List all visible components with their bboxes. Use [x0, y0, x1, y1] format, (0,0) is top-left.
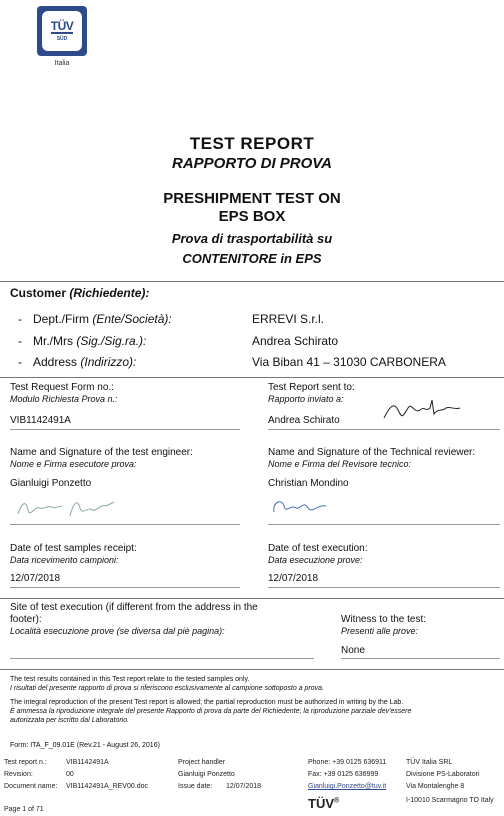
- footer-phone: Phone: +39 0125 636911: [308, 759, 387, 766]
- underline: [10, 658, 314, 659]
- title-line-5: Prova di trasportabilità su: [171, 231, 333, 246]
- underline: [268, 587, 500, 588]
- footer-company: TÜV Italia SRL: [406, 759, 453, 766]
- witness-label: Witness to the test:: [341, 614, 427, 625]
- divider: [0, 377, 504, 378]
- footer-issue-label: Issue date:: [178, 783, 213, 790]
- execution-value: 12/07/2018: [268, 573, 319, 584]
- underline: [10, 524, 240, 525]
- footer-issue-value: 12/07/2018: [226, 783, 262, 790]
- customer-dash: -: [18, 334, 22, 348]
- engineer-label: Name and Signature of the test engineer:: [10, 447, 193, 458]
- underline: [341, 658, 500, 659]
- title-line-3: PRESHIPMENT TEST ON: [163, 190, 341, 207]
- customer-dash: -: [18, 312, 22, 326]
- underline: [10, 429, 240, 430]
- witness-label-it: Presenti alle prove:: [341, 626, 419, 636]
- request-form-label: Test Request Form no.:: [10, 382, 114, 393]
- divider: [0, 598, 504, 599]
- note-2: The integral reproduction of the present Test report is allowed; the partial reproduction must be authorized in writing by the Lab.: [10, 699, 404, 706]
- footer-doc-value: VIB1142491A_REV00.doc: [66, 783, 148, 790]
- note-1-it: I risultati del presente rapporto di prova si riferiscono esclusivamente al campione sottoposto a prova.: [10, 685, 324, 692]
- footer-email-link[interactable]: Gianluigi.Ponzetto@tuv.it: [308, 783, 387, 790]
- logo-text: TÜV: [50, 19, 74, 33]
- title-line-4: EPS BOX: [218, 208, 286, 225]
- customer-address-label: Address (Indirizzo):: [33, 355, 137, 369]
- receipt-label-it: Data ricevimento campioni:: [10, 555, 119, 565]
- footer-handler-label: Project handler: [178, 759, 226, 766]
- site-label: Site of test execution (if different from the address in the: [10, 602, 258, 613]
- footer-division: Divisione PS-Laboratori: [406, 771, 480, 778]
- footer-doc-label: Document name:: [4, 783, 58, 790]
- customer-address-value: Via Biban 41 – 31030 CARBONERA: [252, 355, 446, 369]
- footer-revision-label: Revision:: [4, 771, 33, 778]
- form-id: Form: ITA_F_09.01E (Rev.21 - August 26, 2016): [10, 742, 160, 749]
- footer-street: Via Montalenghe 8: [406, 783, 465, 790]
- receipt-value: 12/07/2018: [10, 573, 61, 584]
- witness-value: None: [341, 645, 365, 656]
- title-line-1: TEST REPORT: [189, 134, 315, 153]
- receipt-label: Date of test samples receipt:: [10, 543, 137, 554]
- footer-report-label: Test report n.:: [4, 759, 47, 766]
- footer-handler-value: Gianluigi Ponzetto: [178, 771, 235, 778]
- tuv-logo-mark: [42, 11, 82, 51]
- divider: [0, 281, 504, 282]
- reviewer-value: Christian Mondino: [268, 478, 349, 489]
- footer-revision-value: 00: [66, 771, 74, 778]
- footer-city: I-10010 Scarmagno TO Italy: [406, 797, 494, 804]
- tuv-logo: [37, 6, 87, 56]
- page-number: Page 1 of 71: [4, 806, 44, 813]
- engineer-signature-icon: [14, 494, 120, 522]
- customer-heading: Customer (Richiedente):: [10, 286, 150, 300]
- site-label-it: Località esecuzione prove (se diversa dal piè pagina):: [10, 626, 225, 636]
- logo-caption: Italia: [54, 60, 70, 67]
- engineer-value: Gianluigi Ponzetto: [10, 478, 92, 489]
- request-form-value: VIB1142491A: [10, 415, 71, 426]
- title-line-6: CONTENITORE in EPS: [182, 251, 322, 266]
- report-sent-label-it: Rapporto inviato a:: [268, 394, 344, 404]
- logo-sub: SÜD: [56, 36, 68, 42]
- report-sent-label: Test Report sent to:: [268, 382, 355, 393]
- reviewer-label-it: Nome e Firma del Revisore tecnico:: [268, 459, 412, 469]
- execution-label-it: Data esecuzione prove:: [268, 555, 363, 565]
- customer-name-label: Mr./Mrs (Sig./Sig.ra.):: [33, 334, 147, 348]
- reviewer-label: Name and Signature of the Technical reviewer:: [268, 447, 476, 458]
- underline: [268, 524, 500, 525]
- report-sent-value: Andrea Schirato: [268, 415, 340, 426]
- underline: [10, 587, 240, 588]
- title-line-2: RAPPORTO DI PROVA: [171, 155, 333, 172]
- site-label-2: footer):: [10, 614, 42, 625]
- reviewer-signature-icon: [268, 494, 332, 522]
- divider: [0, 669, 504, 670]
- customer-dash: -: [18, 355, 22, 369]
- underline: [268, 429, 500, 430]
- footer-brand-logo: TÜV®: [308, 796, 340, 811]
- customer-firm-label: Dept./Firm (Ente/Società):: [33, 312, 172, 326]
- note-2-it-b: autorizzata per iscritto dal Laboratorio.: [10, 717, 130, 724]
- recipient-signature-icon: [380, 396, 464, 424]
- execution-label: Date of test execution:: [268, 543, 368, 554]
- footer-report-value: VIB1142491A: [66, 759, 109, 766]
- note-2-it: È ammessa la riproduzione integrale del presente Rapporto di prova da parte del Richiedente; la riproduzione parziale dev'essere: [10, 708, 412, 715]
- customer-firm-value: ERREVI S.r.l.: [252, 312, 325, 326]
- engineer-label-it: Nome e Firma esecutore prova:: [10, 459, 137, 469]
- request-form-label-it: Modulo Richiesta Prova n.:: [10, 394, 118, 404]
- note-1: The test results contained in this Test report relate to the tested samples only.: [10, 676, 250, 683]
- customer-name-value: Andrea Schirato: [252, 334, 339, 348]
- footer-fax: Fax: +39 0125 636999: [308, 771, 379, 778]
